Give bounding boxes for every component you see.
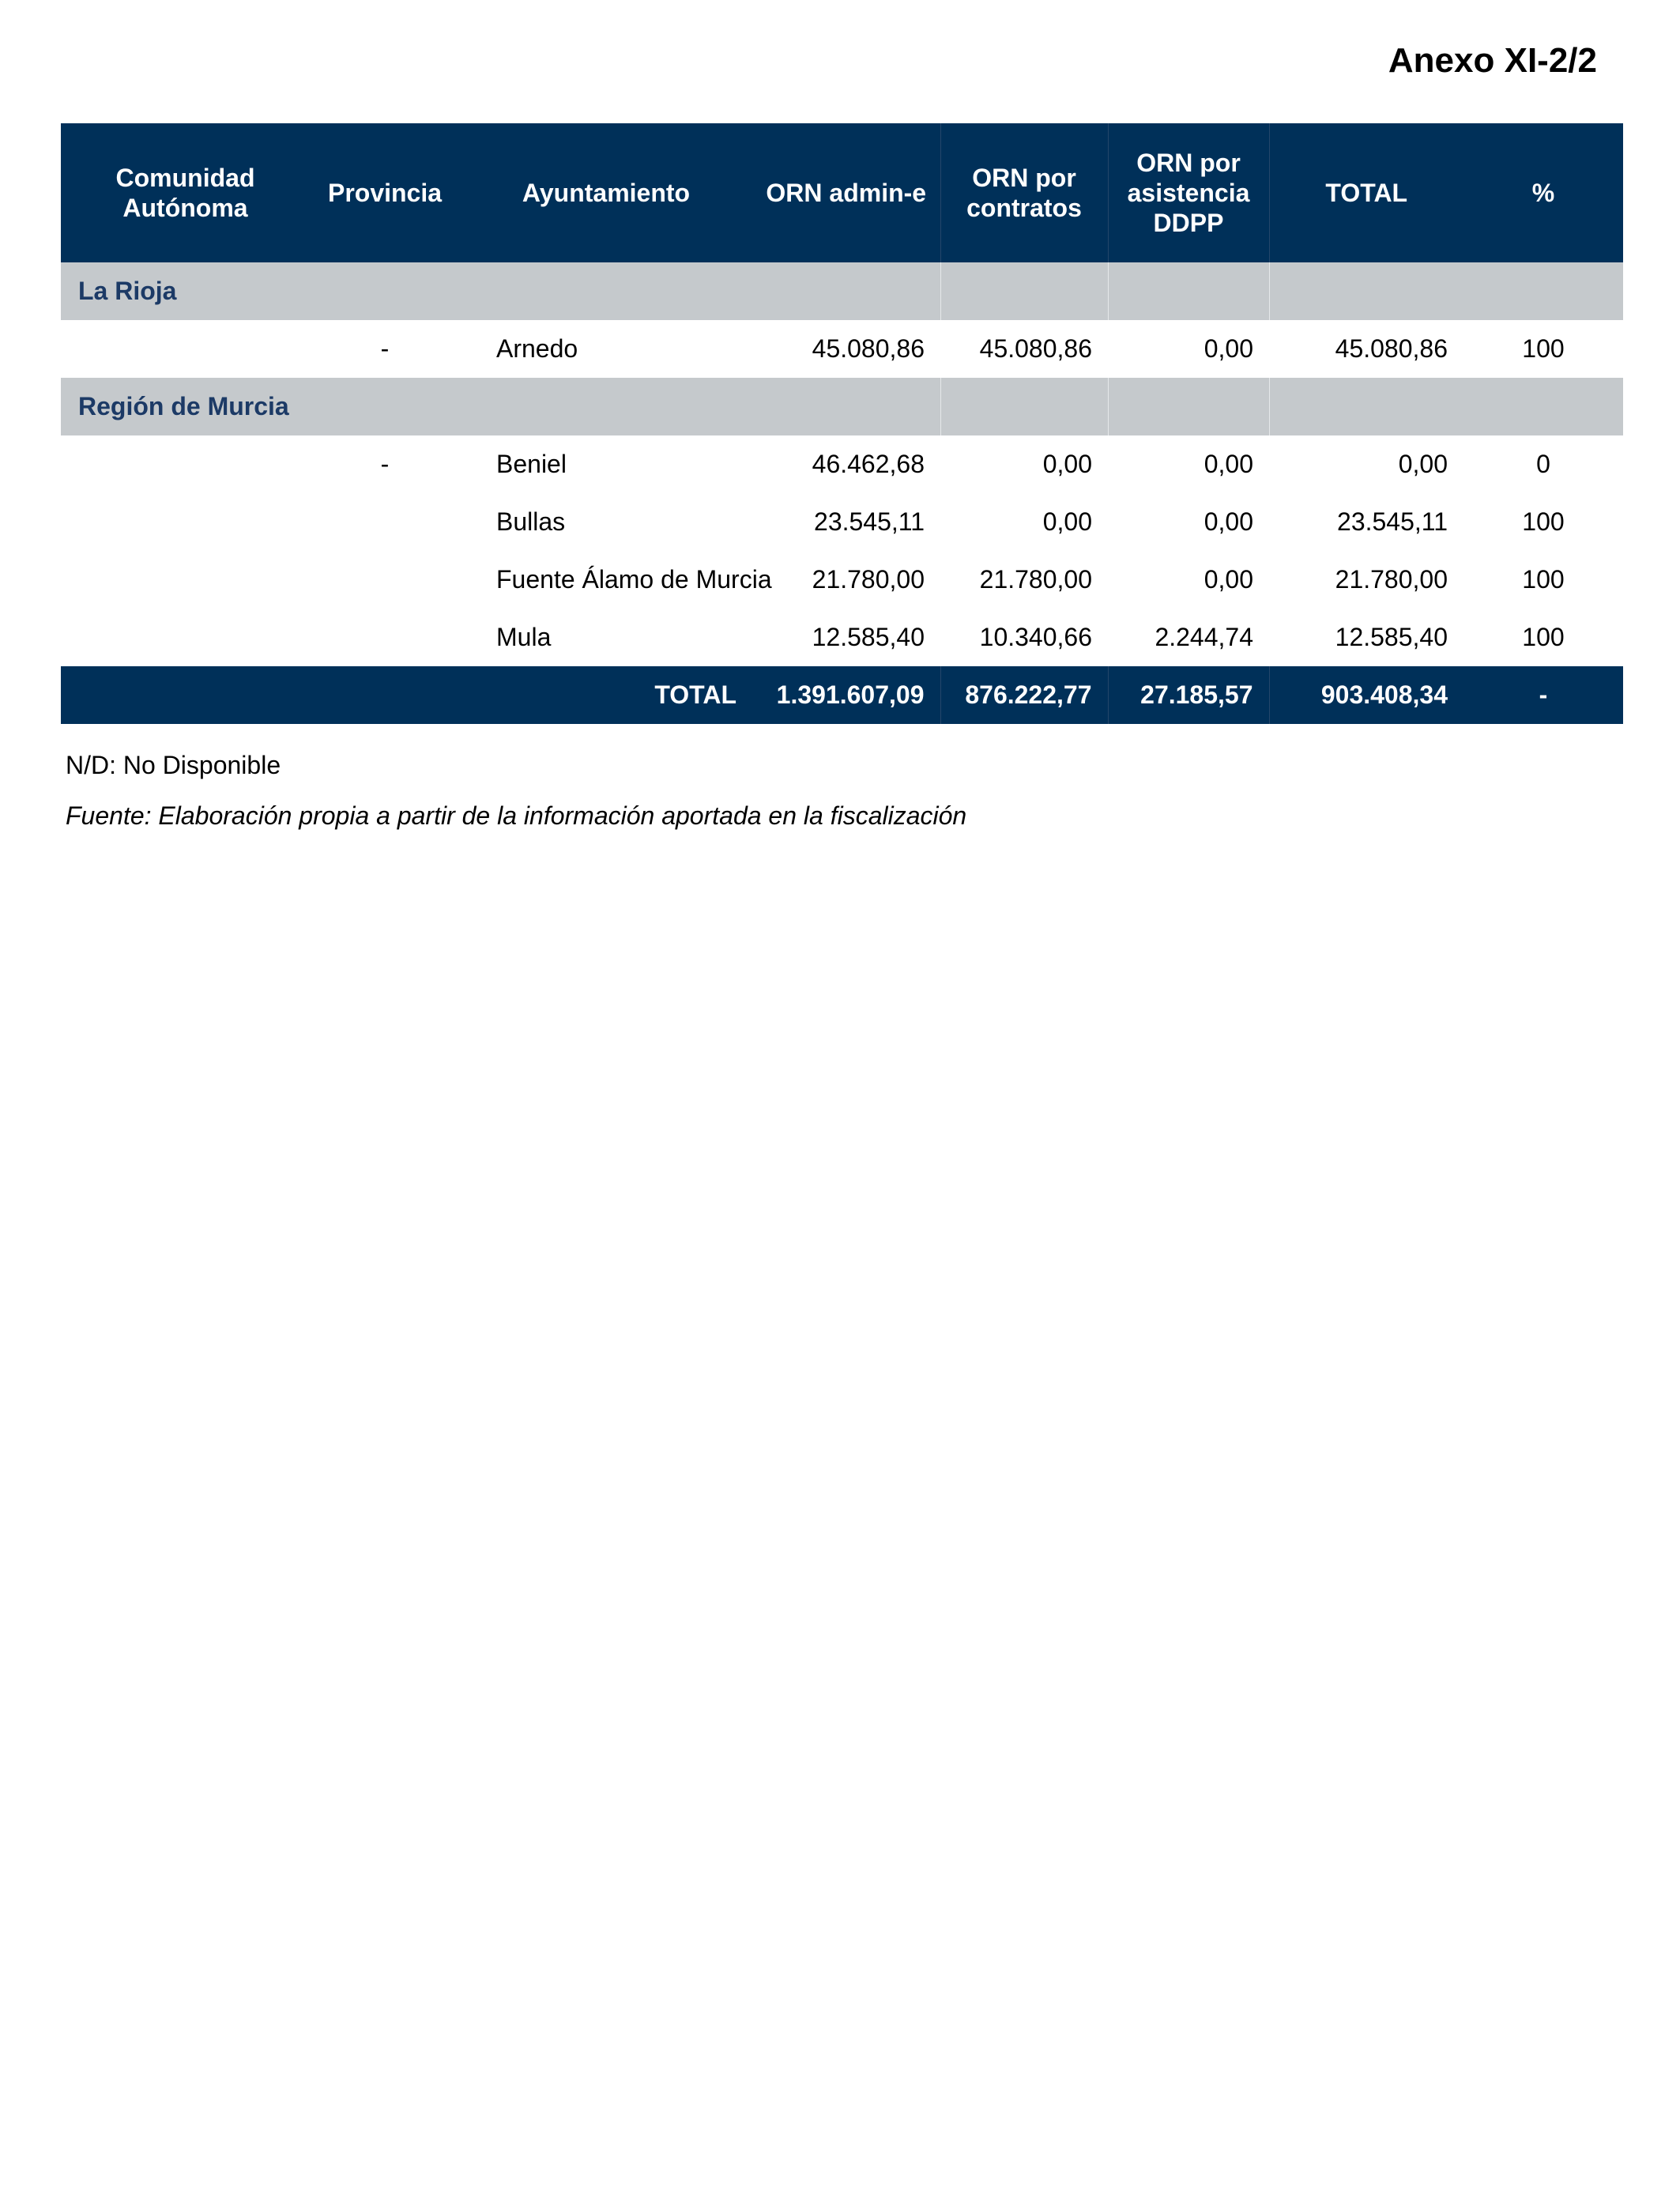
group-row: [61, 378, 1623, 435]
footnote-nd: N/D: No Disponible: [66, 751, 281, 779]
col-header-ayuntamiento: Ayuntamiento: [460, 123, 752, 262]
cell-ayuntamiento: Arnedo: [496, 334, 578, 363]
table-row: [61, 435, 1623, 493]
cell-orn-contratos: 10.340,66: [979, 623, 1092, 651]
cell-orn-contratos: 0,00: [1042, 450, 1092, 478]
header-row: [61, 123, 1623, 262]
cell-orn-admin: 12.585,40: [812, 623, 925, 651]
cell-orn-contratos: 45.080,86: [979, 334, 1092, 363]
col-header-orn-contratos: ORN por contratos: [940, 123, 1108, 262]
cell-orn-admin: 45.080,86: [812, 334, 925, 363]
cell-ayuntamiento: Beniel: [496, 450, 567, 478]
col-header-comunidad: Comunidad Autónoma: [61, 123, 310, 262]
cell-total: 45.080,86: [1335, 334, 1448, 363]
group-row: [61, 262, 1623, 320]
total-orn-admin: 1.391.607,09: [752, 666, 940, 724]
cell-orn-admin: 23.545,11: [814, 507, 925, 536]
cell-provincia: [310, 551, 460, 609]
cell-orn-admin: 21.780,00: [812, 565, 925, 594]
cell-ayuntamiento: Mula: [496, 623, 552, 651]
cell-pct: 0: [1536, 450, 1550, 478]
data-table: [61, 123, 1623, 724]
total-orn-contratos: 876.222,77: [940, 666, 1108, 724]
cell-provincia: [310, 493, 460, 551]
cell-orn-ddpp: 0,00: [1203, 507, 1253, 536]
cell-total: 0,00: [1398, 450, 1448, 478]
cell-pct: 100: [1522, 334, 1565, 363]
cell-orn-ddpp: 2.244,74: [1155, 623, 1253, 651]
col-header-total: TOTAL: [1269, 123, 1463, 262]
cell-pct: 100: [1522, 623, 1565, 651]
total-label: TOTAL: [61, 666, 752, 724]
source-note: Fuente: Elaboración propia a partir de la información aportada en la fiscalización: [66, 801, 967, 830]
table-row: [61, 320, 1623, 378]
cell-total: 23.545,11: [1337, 507, 1448, 536]
cell-total: 21.780,00: [1335, 565, 1448, 594]
cell-provincia: -: [380, 450, 390, 478]
cell-pct: 100: [1522, 507, 1565, 536]
cell-orn-ddpp: 0,00: [1203, 450, 1253, 478]
col-header-pct: %: [1463, 123, 1623, 262]
cell-ayuntamiento: Fuente Álamo de Murcia: [496, 565, 772, 594]
total-pct: -: [1463, 666, 1623, 724]
cell-pct: 100: [1522, 565, 1565, 594]
total-total: 903.408,34: [1269, 666, 1463, 724]
cell-provincia: -: [380, 334, 390, 363]
table-row: [61, 493, 1623, 551]
col-header-orn-admin: ORN admin-e: [752, 123, 940, 262]
table-row: [61, 551, 1623, 609]
cell-total: 12.585,40: [1335, 623, 1448, 651]
cell-orn-admin: 46.462,68: [812, 450, 925, 478]
cell-orn-contratos: 0,00: [1042, 507, 1092, 536]
total-orn-ddpp: 27.185,57: [1108, 666, 1269, 724]
col-header-orn-ddpp: ORN por asistencia DDPP: [1108, 123, 1269, 262]
total-row: [61, 666, 1623, 724]
group-name: La Rioja: [61, 262, 940, 320]
cell-ayuntamiento: Bullas: [496, 507, 566, 536]
annex-title: Anexo XI-2/2: [1388, 41, 1597, 80]
cell-orn-ddpp: 0,00: [1203, 334, 1253, 363]
cell-orn-ddpp: 0,00: [1203, 565, 1253, 594]
col-header-provincia: Provincia: [310, 123, 460, 262]
cell-orn-contratos: 21.780,00: [979, 565, 1092, 594]
table-row: [61, 609, 1623, 666]
cell-provincia: [310, 609, 460, 666]
group-name: Región de Murcia: [61, 378, 940, 435]
